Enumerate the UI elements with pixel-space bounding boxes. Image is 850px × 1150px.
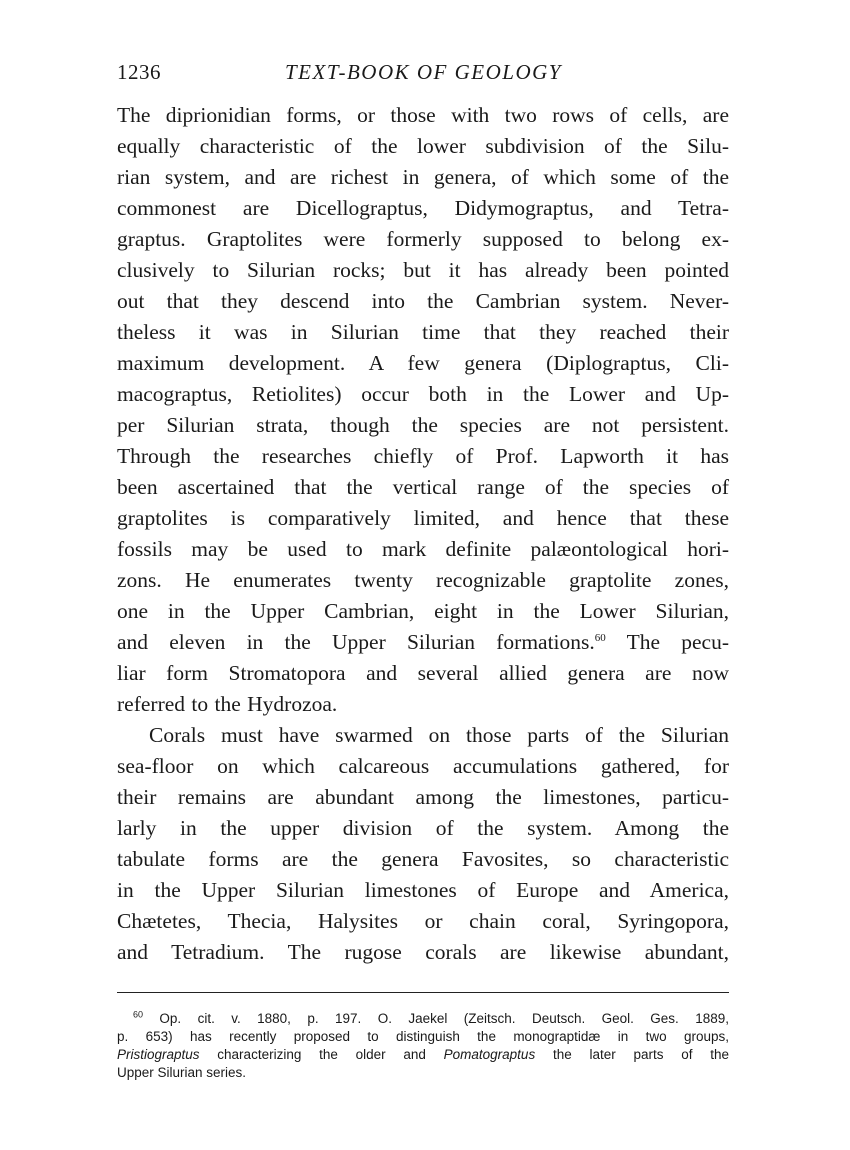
text-line: larly in the upper division of the system. Among the	[117, 816, 729, 840]
genus-name: Pristiograptus	[117, 1047, 200, 1062]
text-line: graptolites is comparatively limited, and hence that these	[117, 506, 729, 530]
text-line: referred to the Hydrozoa.	[117, 692, 338, 716]
text-line: rian system, and are richest in genera, of which some of the	[117, 165, 729, 189]
footnote-reference[interactable]: 60	[594, 631, 606, 644]
text-line: in the Upper Silurian limestones of Europe and America,	[117, 878, 729, 902]
text-line: zons. He enumerates twenty recognizable graptolite zones,	[117, 568, 729, 592]
text-line: and Tetradium. The rugose corals are likewise abundant,	[117, 940, 729, 964]
text-line: theless it was in Silurian time that they reached their	[117, 320, 729, 344]
footnote-line	[117, 1010, 729, 1028]
footnote-line	[117, 1046, 729, 1064]
text-line: one in the Upper Cambrian, eight in the Lower Silurian,	[117, 599, 729, 623]
text-line: Through the researches chiefly of Prof. Lapworth it has	[117, 444, 729, 468]
text-line: Corals must have swarmed on those parts of the Silurian	[149, 723, 729, 747]
footnote-line: Upper Silurian series.	[117, 1065, 247, 1080]
text-line: sea-floor on which calcareous accumulations gathered, for	[117, 754, 729, 778]
footnote	[117, 1010, 729, 1082]
footnote-text: Op. cit. v. 1880, p. 197. O. Jaekel (Zeitsch. Deutsch. Geol. Ges. 1889,	[143, 1011, 729, 1026]
text-line: been ascertained that the vertical range of the species of	[117, 475, 729, 499]
text-line: The diprionidian forms, or those with two rows of cells, are	[117, 103, 729, 127]
footnote-text: characterizing the older and	[199, 1047, 444, 1062]
text-line: equally characteristic of the lower subdivision of the Silu-	[117, 134, 729, 158]
footnote-text: the later parts of the	[535, 1047, 730, 1062]
text-line: per Silurian strata, though the species are not persistent.	[117, 413, 729, 437]
text-line: macograptus, Retiolites) occur both in the Lower and Up-	[117, 382, 729, 406]
text-line: tabulate forms are the genera Favosites, so characteristic	[117, 847, 729, 871]
genus-name: Pomatograptus	[443, 1047, 536, 1062]
running-title: TEXT-BOOK OF GEOLOGY	[285, 60, 562, 84]
text-line: Chætetes, Thecia, Halysites or chain coral, Syringopora,	[117, 909, 729, 933]
text-line: clusively to Silurian rocks; but it has already been pointed	[117, 258, 729, 282]
text-line: graptus. Graptolites were formerly supposed to belong ex-	[117, 227, 729, 251]
footnote-divider	[117, 992, 729, 993]
text-line: liar form Stromatopora and several allied genera are now	[117, 661, 729, 685]
running-header	[117, 60, 729, 90]
page-number: 1236	[117, 60, 161, 84]
text-line: fossils may be used to mark definite palæontological hori-	[117, 537, 729, 561]
body-text	[117, 100, 729, 968]
text-fragment: and eleven in the Upper Silurian formations.	[117, 630, 595, 654]
text-line: commonest are Dicellograptus, Didymograptus, and Tetra-	[117, 196, 729, 220]
text-line: out that they descend into the Cambrian system. Never-	[117, 289, 729, 313]
text-line: maximum development. A few genera (Diplograptus, Cli-	[117, 351, 729, 375]
text-line: their remains are abundant among the limestones, particu-	[117, 785, 729, 809]
footnote-number: 60	[133, 1009, 144, 1020]
text-fragment: The pecu-	[605, 630, 729, 654]
footnote-line: p. 653) has recently proposed to distinguish the monograptidæ in two groups,	[117, 1029, 729, 1044]
text-line-with-footnote-ref	[117, 627, 729, 658]
